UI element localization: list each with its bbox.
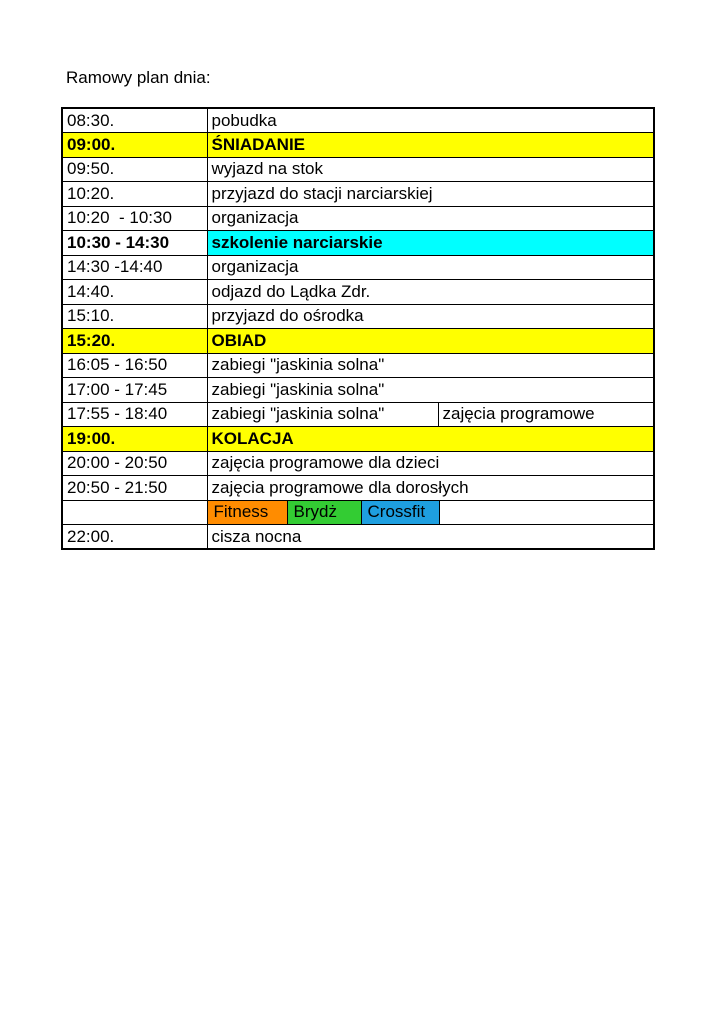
- activity-cell: organizacja: [207, 255, 654, 280]
- table-row: [62, 231, 654, 256]
- time-cell: 09:00.: [62, 133, 207, 158]
- time-cell: 08:30.: [62, 108, 207, 133]
- activity-cell: OBIAD: [207, 329, 654, 354]
- table-row: [62, 427, 654, 452]
- activity-cell: pobudka: [207, 108, 654, 133]
- table-row: [62, 157, 654, 182]
- page-title: Ramowy plan dnia:: [66, 68, 211, 87]
- table-row: [62, 280, 654, 305]
- table-row: [62, 108, 654, 133]
- time-cell: 15:20.: [62, 329, 207, 354]
- schedule-table: [61, 107, 655, 550]
- time-cell: 22:00.: [62, 525, 207, 550]
- activity-cell: szkolenie narciarskie: [207, 231, 654, 256]
- time-cell: 10:30 - 14:30: [62, 231, 207, 256]
- table-row: [62, 451, 654, 476]
- time-cell: 17:55 - 18:40: [62, 402, 207, 427]
- time-cell: 17:00 - 17:45: [62, 378, 207, 403]
- activity-cell: zajęcia programowe dla dzieci: [207, 451, 654, 476]
- table-row: [62, 329, 654, 354]
- time-cell: 14:30 -14:40: [62, 255, 207, 280]
- time-cell: 19:00.: [62, 427, 207, 452]
- time-cell: 15:10.: [62, 304, 207, 329]
- time-cell: 14:40.: [62, 280, 207, 305]
- activity-cell: zajęcia programowe dla dorosłych: [207, 476, 654, 501]
- activity-cell: zabiegi "jaskinia solna": [207, 353, 654, 378]
- activity-cell: ŚNIADANIE: [207, 133, 654, 158]
- activity-cell: przyjazd do ośrodka: [207, 304, 654, 329]
- table-row: [62, 304, 654, 329]
- crossfit-option: Crossfit: [362, 501, 440, 525]
- activity-cell: przyjazd do stacji narciarskiej: [207, 182, 654, 207]
- table-row: [62, 353, 654, 378]
- activity-cell: zabiegi "jaskinia solna": [207, 378, 654, 403]
- extra-activity-text: zajęcia programowe: [442, 404, 595, 424]
- table-row: [62, 133, 654, 158]
- activity-cell: odjazd do Lądka Zdr.: [207, 280, 654, 305]
- activity-text: zabiegi "jaskinia solna": [208, 403, 439, 427]
- table-row: [62, 206, 654, 231]
- time-cell: 10:20.: [62, 182, 207, 207]
- table-row: [62, 182, 654, 207]
- table-row: [62, 402, 654, 427]
- options-cell: [207, 500, 654, 525]
- activity-cell: organizacja: [207, 206, 654, 231]
- brydz-option: Brydż: [288, 501, 362, 525]
- time-cell: [62, 500, 207, 525]
- table-row: [62, 255, 654, 280]
- time-cell: 16:05 - 16:50: [62, 353, 207, 378]
- table-row: [62, 476, 654, 501]
- table-row: [62, 525, 654, 550]
- time-cell: 09:50.: [62, 157, 207, 182]
- time-cell: 20:00 - 20:50: [62, 451, 207, 476]
- activity-cell: [207, 402, 654, 427]
- table-row: [62, 500, 654, 525]
- activity-cell: cisza nocna: [207, 525, 654, 550]
- table-row: [62, 378, 654, 403]
- time-cell: 20:50 - 21:50: [62, 476, 207, 501]
- activity-cell: wyjazd na stok: [207, 157, 654, 182]
- fitness-option: Fitness: [208, 501, 288, 525]
- activity-cell: KOLACJA: [207, 427, 654, 452]
- time-cell: 10:20 - 10:30: [62, 206, 207, 231]
